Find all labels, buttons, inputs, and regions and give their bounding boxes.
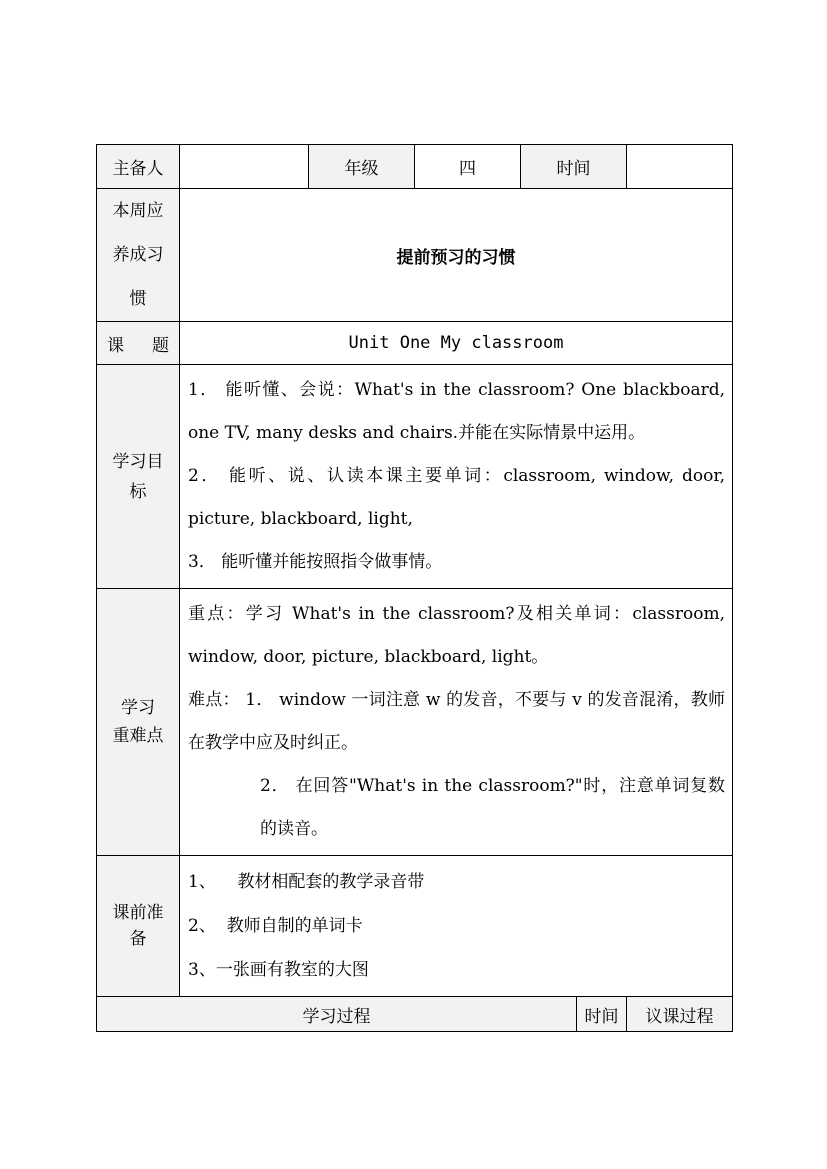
time-label: 时间 xyxy=(521,145,627,189)
preparation-label-line2: 备 xyxy=(129,929,147,949)
preparation-label xyxy=(97,856,180,997)
time-value xyxy=(627,145,733,189)
key-point-focus: 重点：学习 What's in the classroom?及相关单词：classroom, window, door, picture, blackboard, light。 xyxy=(188,604,725,667)
key-points-label-line1: 学习 xyxy=(121,698,155,718)
objective-item-2: 2． 能听、说、认读本课主要单词：classroom, window, door, picture, blackboard, light, xyxy=(188,466,725,529)
lesson-plan-table xyxy=(96,144,733,1032)
topic-label xyxy=(97,322,180,365)
habit-label xyxy=(97,189,180,322)
habit-value: 提前预习的习惯 xyxy=(180,189,733,322)
objective-item-1: 1． 能听懂、会说：What's in the classroom? One blackboard, one TV, many desks and chairs.并能在实际情景中运用。 xyxy=(188,380,725,443)
footer-time-label: 时间 xyxy=(577,997,627,1032)
objectives-label-line1: 学习目 xyxy=(112,451,164,472)
footer-row xyxy=(97,997,733,1032)
objectives-label-line2: 标 xyxy=(129,481,147,502)
objectives-label xyxy=(97,365,180,589)
preparation-item-2: 2、 教师自制的单词卡 xyxy=(188,916,363,936)
objectives-row xyxy=(97,365,733,589)
key-points-content xyxy=(180,589,733,856)
habit-label-line1: 本周应 xyxy=(112,201,164,221)
habit-label-line3: 惯 xyxy=(129,289,147,309)
grade-value: 四 xyxy=(415,145,521,189)
preparation-label-line1: 课前准 xyxy=(112,903,164,923)
preparer-label: 主备人 xyxy=(97,145,180,189)
grade-label: 年级 xyxy=(309,145,415,189)
topic-value: Unit One My classroom xyxy=(180,322,733,365)
key-points-label-line2: 重难点 xyxy=(112,726,164,746)
habit-row xyxy=(97,189,733,322)
topic-label-part2: 题 xyxy=(152,335,169,356)
key-points-row xyxy=(97,589,733,856)
discussion-label: 议课过程 xyxy=(627,997,733,1032)
key-point-difficulty-1: 难点： 1． window 一词注意 w 的发音，不要与 v 的发音混淆，教师在教学中应及时纠正。 xyxy=(188,690,725,753)
preparation-row xyxy=(97,856,733,997)
topic-label-part1: 课 xyxy=(107,335,124,356)
preparation-item-1: 1、 教材相配套的教学录音带 xyxy=(188,872,425,892)
header-row xyxy=(97,145,733,189)
preparer-value xyxy=(180,145,309,189)
objectives-content xyxy=(180,365,733,589)
process-label: 学习过程 xyxy=(97,997,577,1032)
preparation-item-3: 3、一张画有教室的大图 xyxy=(188,960,369,980)
objective-item-3: 3． 能听懂并能按照指令做事情。 xyxy=(188,552,443,572)
habit-label-line2: 养成习 xyxy=(112,245,164,265)
preparation-content xyxy=(180,856,733,997)
key-point-difficulty-2: 2． 在回答"What's in the classroom?"时，注意单词复数的读音。 xyxy=(260,776,725,839)
key-points-label xyxy=(97,589,180,856)
topic-row xyxy=(97,322,733,365)
